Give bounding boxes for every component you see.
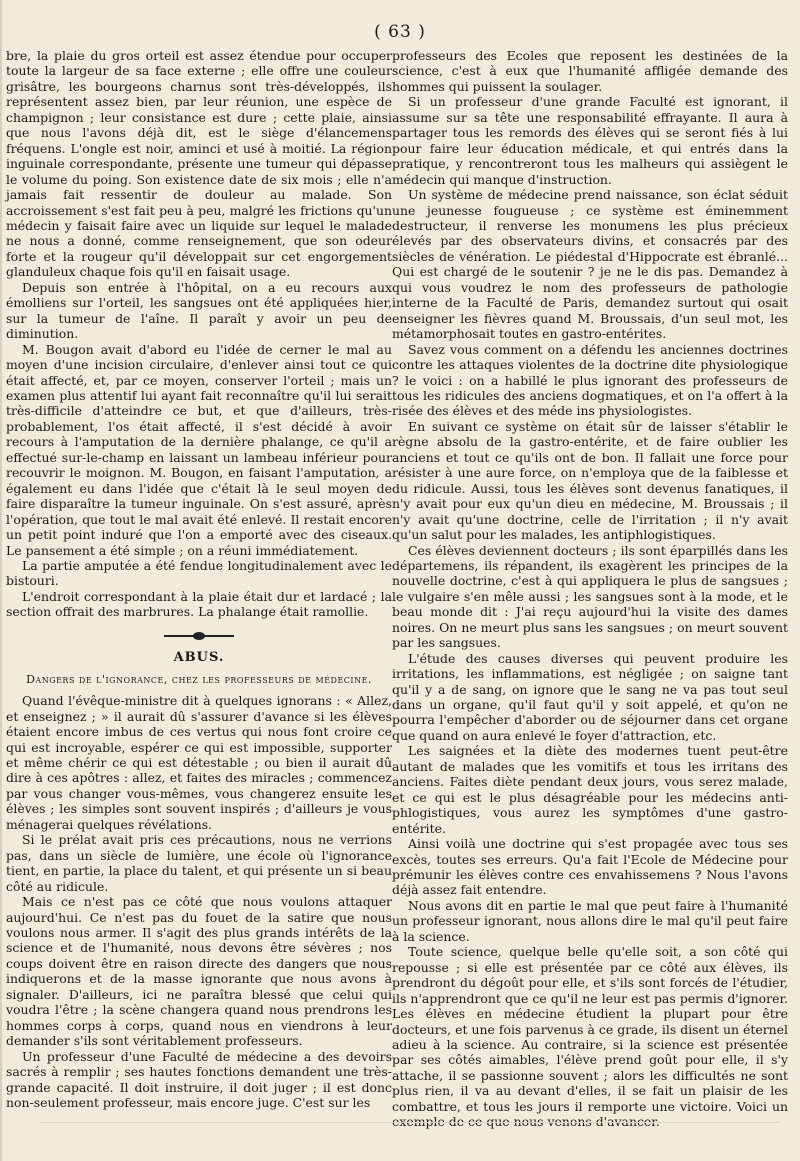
paragraph: bre, la plaie du gros orteil est assez étendue pour occuper toute la largeur de sa face externe ; elle offre une couleur grisâtre, les bourgeons charnus sont très-développés, ils représentent assez bien, par leur réunion, une espèce de champignon ; leur consistance est dure ; cette plaie, ainsi que nous l'avons déjà dit, est le siège d'élancemens fréquens. L'ongle est noir, aminci et usé à moitié. La région inguinale correspondante, présente une tumeur qui dépasse le volume du poing. Son existence date de six mois ; elle n'a jamais fait ressentir de douleur au malade. Son accroissement s'est fait peu à peu, malgré les frictions qu'un médecin y faisait faire avec un liquide sur lequel le malade ne nous a donné, comme renseignement, que son odeur forte et la rougeur qu'il développait sur cet engorgement glanduleux chaque fois qu'il en faisait usage. <box>6 48 392 280</box>
page-edge <box>0 0 2 1161</box>
page-number: ( 63 ) <box>374 22 426 42</box>
right-column <box>392 48 788 1130</box>
paragraph: M. Bougon avait d'abord eu l'idée de cerner le mal au moyen d'une incision circulaire, d'enlever ainsi tout ce qui était affecté, et, par ce moyen, conserver l'orteil ; mais un examen plus attentif lui ayant fait reconnaître qu'il lui serait très-difficile d'atteindre ce but, et que d'ailleurs, très-probablement, l'os était affecté, il s'est décidé à avoir recours à l'amputation de la dernière phalange, ce qu'il a effectué sur-le-champ en laissant un lambeau inférieur pour recouvrir le moignon. M. Bougon, en faisant l'amputation, a également eu dans l'idée que c'était là le seul moyen de faire disparaître la tumeur inguinale. On s'est assuré, après l'opération, que tout le mal avait été enlevé. Il restait encore un petit point induré que l'on a emporté avec des ciseaux. Le pansement a été simple ; on a réuni immédiatement. <box>6 341 392 558</box>
paragraph: Savez vous comment on a défendu les anciennes doctrines contre les attaques violentes de la doctrine dite physiologique ? le voici : on a habillé le plus ignorant des professeurs de tous les ridicules des anciens dogmatiques, et on l'a offert à la risée des élèves et des méde ins physiologistes. <box>392 341 788 419</box>
paragraph: Nous avons dit en partie le mal que peut faire à l'humanité un professeur ignorant, nous allons dire le mal qu'il peut faire à la science. <box>392 897 788 944</box>
paragraph: professeurs des Ecoles que reposent les destinées de la science, c'est à eux que l'humanité affligée demande des hommes qui puissent la soulager. <box>392 48 788 94</box>
paragraph: En suivant ce système on était sûr de laisser s'établir le règne absolu de la gastro-entérite, et de faire oublier les anciens et tout ce qu'ils ont de bon. Il fallait une force pour résister à une aure force, on n'employa que de la faiblesse et du ridicule. Aussi, tous les élèves sont devenus fanatiques, il n'y avait pour eux qu'un dieu en médecine, M. Broussais ; il n'y avait qu'une doctrine, celle de l'irritation ; il n'y avait qu'un salut pour les malades, les antiphlogistiques. <box>392 418 788 543</box>
paragraph: Les saignées et la diète des modernes tuent peut-être autant de malades que les vomitifs et tous les irritans des anciens. Faites diète pendant deux jours, vous serez malade, et ce qui est le plus désagréable pour les médecins anti-phlogistiques, vous aurez les symptômes d'une gastro-entérite. <box>392 743 788 836</box>
section-ornament <box>164 632 234 640</box>
bottom-edge <box>40 1122 780 1131</box>
paragraph: Quand l'évêque-ministre dit à quelques ignorans : « Allez, et enseignez ; » il aurait dû s'assurer d'avance si les élèves étaient encore imbus de ces vertus qui nous font croire ce qui est incroyable, espérer ce qui est impossible, supporter et même chérir ce qui est détestable ; ou bien il aurait dû dire à ces apôtres : allez, et faites des miracles ; commencez par vous changer vous-mêmes, vous changerez ensuite les élèves ; les simples sont souvent inspirés ; d'ailleurs je vous ménagerai quelques révélations. <box>6 693 392 832</box>
paragraph: Mais ce n'est pas ce côté que nous voulons attaquer aujourd'hui. Ce n'est pas du fouet de la satire que nous voulons nous armer. Il s'agit des plus grands intérêts de la science et de l'humanité, nous devons être sévères ; nos coups doivent être en raison directe des dangers que nous indiquerons et de la masse ignorante que nous avons à signaler. D'ailleurs, ici ne paraîtra blessé que celui qui voudra l'être ; la scène changera quand nous prendrons les hommes corps à corps, quand nous en viendrons à leur demander s'ils sont véritablement professeurs. <box>6 894 392 1049</box>
paragraph: Un professeur d'une Faculté de médecine a des devoirs sacrés à remplir ; ses hautes fonctions demandent une très-grande capacité. Il doit instruire, il doit juger ; il est donc non-seulement professeur, mais encore juge. C'est sur les <box>6 1048 392 1110</box>
paragraph: Un système de médecine prend naissance, son éclat séduit une jeunesse fougueuse ; ce système est éminemment destructeur, il renverse les monumens les plus précieux élevés par des observateurs divins, et consacrés par des siècles de vénération. Le piédestal d'Hippocrate est ébranlé... Qui est chargé de le soutenir ? je ne le dis pas. Demandez à qui vous voudrez le nom des professeurs de pathologie interne de la Faculté de Paris, demandez surtout qui osait enseigner les fièvres quand M. Broussais, d'un seul mot, les métamorphosait toutes en gastro-entérites. <box>392 187 788 342</box>
paragraph: Si le prélat avait pris ces précautions, nous ne verrions pas, dans un siècle de lumière, une école où l'ignorance tient, en partie, la place du talent, et qui présente un si beau côté au ridicule. <box>6 832 392 894</box>
article-title: Dangers de l'ignorance, chez les professeurs de médecine. <box>26 673 372 687</box>
paragraph: Toute science, quelque belle qu'elle soit, a son côté qui repousse ; si elle est présentée par ce côté aux élèves, ils prendront du dégoût pour elle, et s'ils sont forcés de l'étudier, ils n'apprendront que ce qu'il ne leur est pas permis d'ignorer. Les élèves en médecine étudient la plupart pour être docteurs, et une fois parvenus à ce grade, ils disent un éternel adieu à la science. Au contraire, si la science est présentée par ses côtés aimables, l'élève prend goût pour elle, il s'y attache, il se passionne souvent ; alors les difficultés ne sont plus rien, il va au devant d'elles, il se fait un plaisir de les combattre, et tous les jours il remporte une victoire. Voici un exemple de ce que nous venons d'avancer. <box>392 944 788 1130</box>
paragraph: Si un professeur d'une grande Faculté est ignorant, il assume sur sa tête une responsabilité effrayante. Il aura à partager tous les remords des élèves qui se seront fiés à lui pour faire leur éducation médicale, et qui entrés dans la pratique, y rencontreront tous les malheurs qui assiègent le médecin qui manque d'instruction. <box>392 94 788 187</box>
left-column <box>6 48 392 1110</box>
paragraph: L'étude des causes diverses qui peuvent produire les irritations, les inflammations, est négligée ; on saigne tant qu'il y a de sang, on ignore que le sang ne va pas tout seul dans un organe, qu'il faut qu'il y soit appelé, et qu'on ne pourra l'empêcher d'aborder ou de séjourner dans cet organe que quand on aura enlevé le foyer d'attraction, etc. <box>392 650 788 743</box>
paragraph: L'endroit correspondant à la plaie était dur et lardacé ; la section offrait des marbrures. La phalange était ramollie. <box>6 588 392 620</box>
paragraph: Ainsi voilà une doctrine qui s'est propagée avec tous ses excès, toutes ses erreurs. Qu'a fait l'Ecole de Médecine pour prémunir les élèves contre ces envahissemens ? Nous l'avons déjà assez fait entendre. <box>392 836 788 898</box>
paragraph: La partie amputée a été fendue longitudinalement avec le bistouri. <box>6 557 392 589</box>
section-title: ABUS. <box>173 649 225 665</box>
paragraph: Depuis son entrée à l'hôpital, on a eu recours aux émolliens sur l'orteil, les sangsues ont été appliquées hier, sur la tumeur de l'aîne. Il paraît y avoir un peu de diminution. <box>6 279 392 342</box>
paragraph: Ces élèves deviennent docteurs ; ils sont éparpillés dans les départemens, ils répandent, ils exagèrent les principes de la nouvelle doctrine, c'est à qui appliquera le plus de sangsues ; le vulgaire s'en mêle aussi ; les sangsues sont à la mode, et le beau monde dit : J'ai reçu aujourd'hui la visite des dames noires. On ne meurt plus sans les sangsues ; on meurt souvent par les sangsues. <box>392 542 788 651</box>
